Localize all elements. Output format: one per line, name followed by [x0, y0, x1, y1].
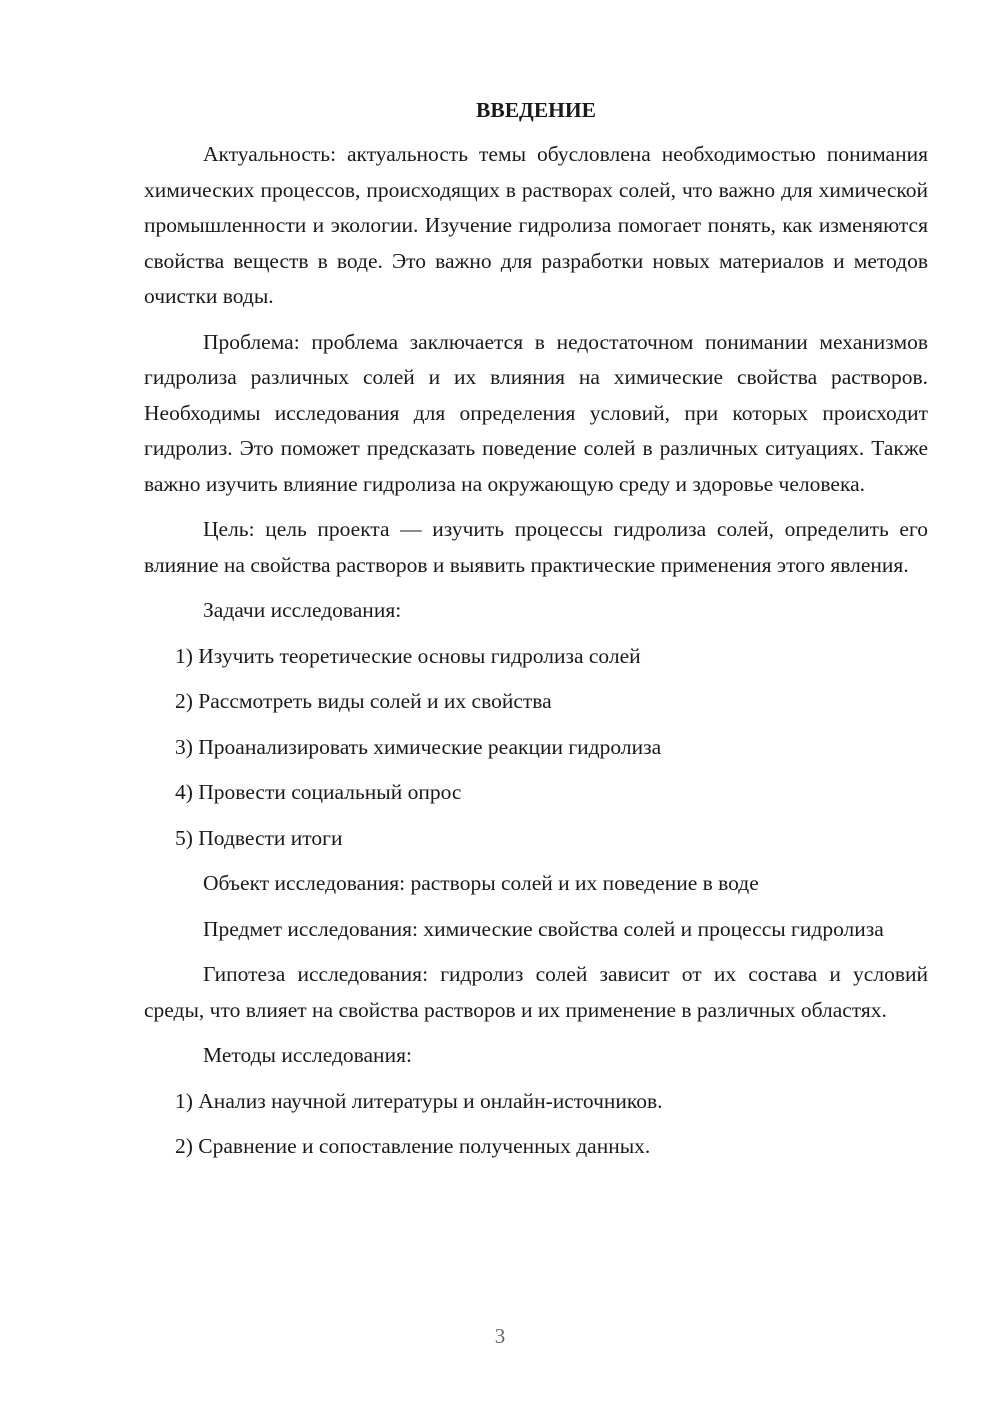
subject-paragraph: Предмет исследования: химические свойства солей и процессы гидролиза [203, 916, 884, 941]
task-item-3: 3) Проанализировать химические реакции гидролиза [175, 734, 662, 759]
method-item-1: 1) Анализ научной литературы и онлайн-источников. [175, 1088, 663, 1113]
page-title: ВВЕДЕНИЕ [476, 98, 596, 122]
task-item-4: 4) Провести социальный опрос [175, 780, 462, 804]
task-item-1: 1) Изучить теоретические основы гидролиза солей [175, 643, 641, 668]
relevance-paragraph: Актуальность: актуальность темы обусловлена необходимостью понимания химических процессов, происходящих в растворах солей, что важно для химической промышленности и экологии. Изучение гидролиза помогает понять, как изменяются свойства веществ в воде. Это важно для разработки новых материалов и методов очистки воды. [144, 142, 928, 308]
hypothesis-paragraph: Гипотеза исследования: гидролиз солей зависит от их состава и условий среды, что влияет на свойства растворов и их применение в различных областях. [144, 962, 928, 1022]
document-page [144, 93, 928, 1175]
task-item-2: 2) Рассмотреть виды солей и их свойства [175, 689, 552, 713]
goal-paragraph: Цель: цель проекта — изучить процессы гидролиза солей, определить его влияние на свойства растворов и выявить практические применения этого явления. [144, 517, 928, 577]
task-item-5: 5) Подвести итоги [175, 825, 343, 850]
problem-paragraph: Проблема: проблема заключается в недостаточном понимании механизмов гидролиза различных солей и их влияния на химические свойства растворов. Необходимы исследования для определения условий, при которых происходит гидролиз. Это поможет предсказать поведение солей в различных ситуациях. Также важно изучить влияние гидролиза на окружающую среду и здоровье человека. [144, 329, 928, 496]
tasks-label: Задачи исследования: [203, 598, 402, 622]
page-number: 3 [494, 1324, 506, 1348]
object-paragraph: Объект исследования: растворы солей и их поведение в воде [203, 871, 759, 895]
methods-label: Методы исследования: [203, 1043, 412, 1067]
method-item-2: 2) Сравнение и сопоставление полученных данных. [175, 1134, 651, 1158]
